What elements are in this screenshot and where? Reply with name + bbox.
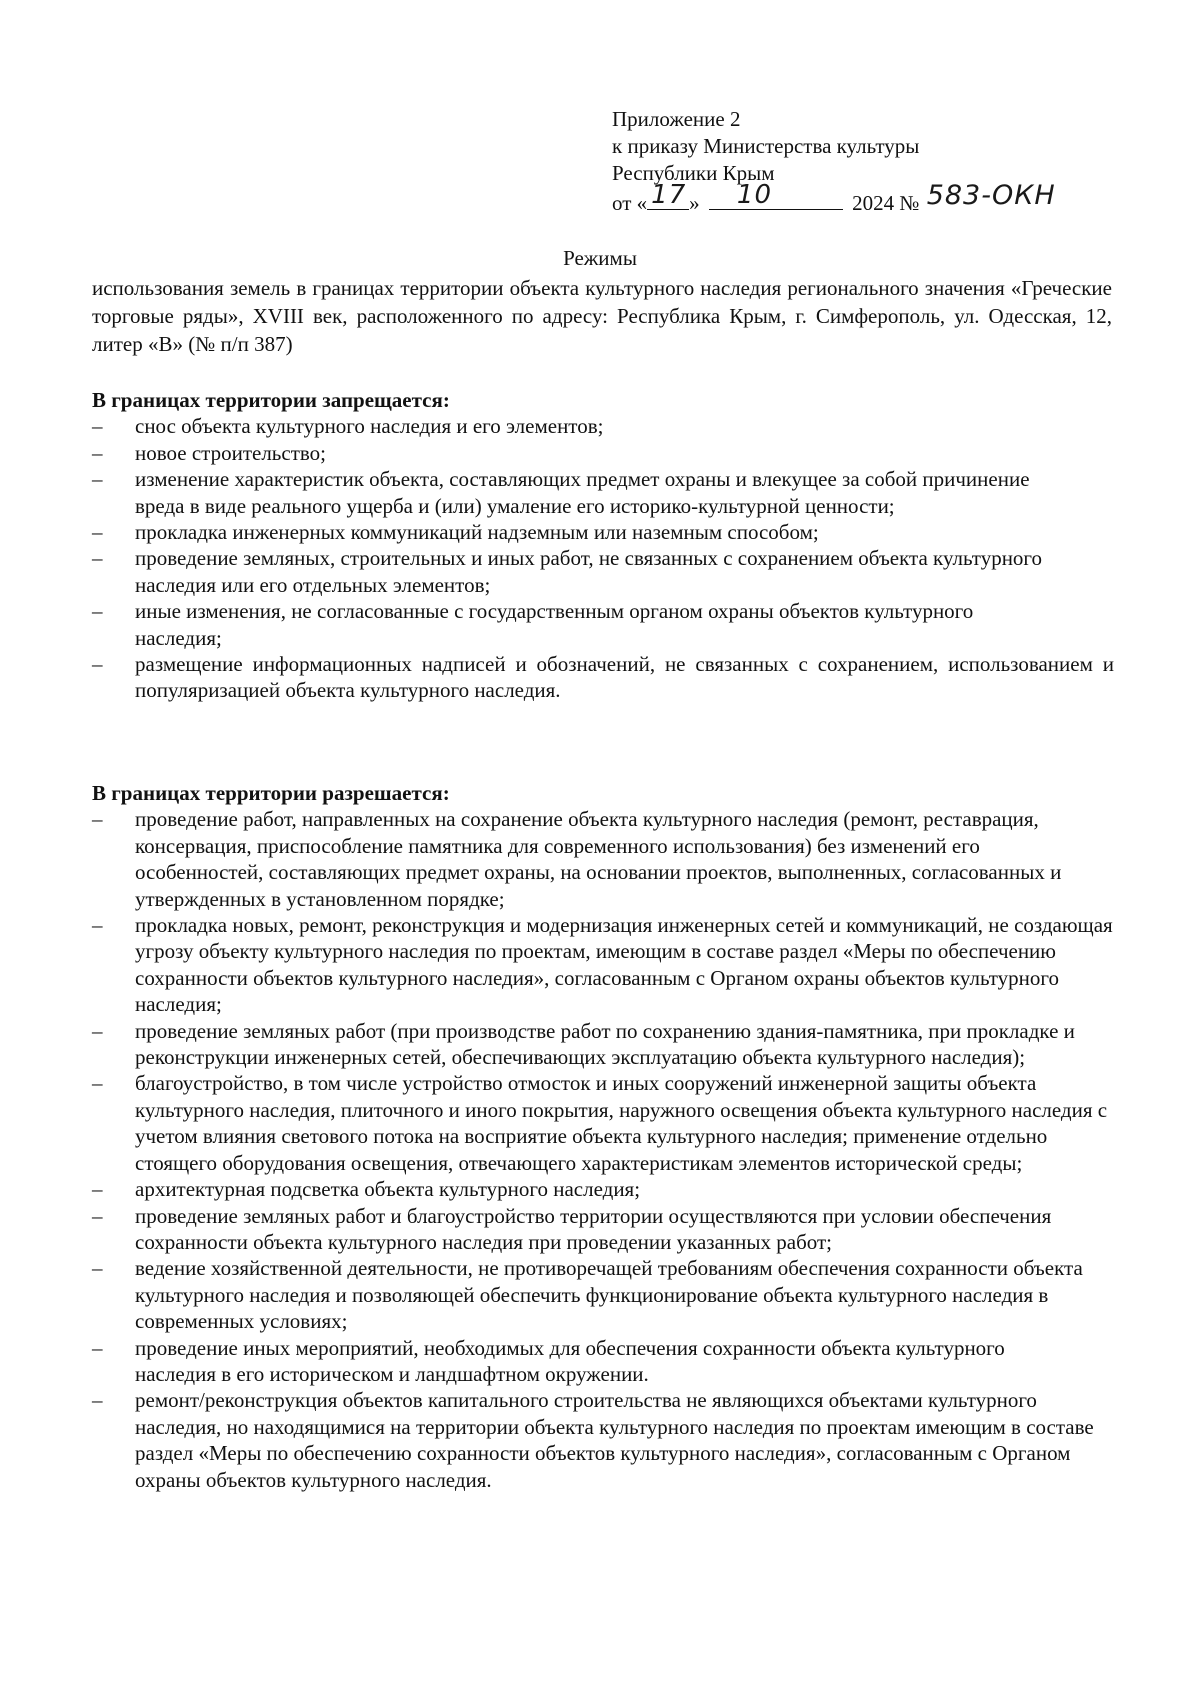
list-item: – архитектурная подсветка объекта культурного наследия;: [92, 1177, 641, 1202]
list-item: – прокладка новых, ремонт, реконструкция и модернизация инженерных сетей и коммуникаций, не создающая угрозу объекту культурного наследия по проектам, имеющим в составе раздел «Меры по обеспечению сохранности объектов культурного наследия», согласованным с Органом охраны объектов культурного наследия;: [92, 913, 1113, 1017]
list-item: – проведение иных мероприятий, необходимых для обеспечения сохранности объекта культурного наследия в его историческом и ландшафтном окружении.: [92, 1335, 1005, 1386]
list-item: – благоустройство, в том числе устройство отмосток и иных сооружений инженерной защиты объекта культурного наследия, плиточного и иного покрытия, наружного освещения объекта культурного наследия с учетом влияния светового потока на восприятие объекта культурного наследия; применение отдельно стоящего оборудования освещения, отвечающего характеристикам элементов исторической среды;: [92, 1071, 1108, 1175]
list-item: – прокладка инженерных коммуникаций надземным или наземным способом;: [92, 520, 819, 545]
permitted-list: [92, 806, 1114, 1493]
list-item: – проведение работ, направленных на сохранение объекта культурного наследия (ремонт, реставрация, консервация, приспособление памятника для современного использования) без изменений его особенностей, составляющих предмет охраны, на основании проектов, выполненных, согласованных и утвержденных в установленном порядке;: [92, 807, 1062, 911]
annex-republic: Республики Крым: [612, 161, 775, 185]
annex-order-ref: к приказу Министерства культуры: [612, 134, 920, 158]
annex-title: Приложение 2: [612, 107, 741, 131]
year-label: 2024 №: [852, 191, 920, 215]
day-blank: [647, 180, 689, 210]
permitted-heading: В границах территории разрешается:: [92, 781, 450, 805]
list-item: – ремонт/реконструкция объектов капитального строительства не являющихся объектами культурного наследия, но находящимися на территории объекта культурного наследия по проектам имеющим в составе раздел «Меры по обеспечению сохранности объектов культурного наследия», согласованным с Органом охраны объектов культурного наследия.: [92, 1388, 1094, 1492]
list-item: – иные изменения, не согласованные с государственным органом охраны объектов культурного наследия;: [92, 599, 974, 650]
date-mid: »: [689, 191, 700, 215]
annex-date-line: [612, 180, 1132, 217]
list-item: – новое строительство;: [92, 440, 326, 465]
list-item: – размещение информационных надписей и обозначений, не связанных с сохранением, использованием и популяризацией объекта культурного наследия.: [92, 652, 1114, 703]
document-title: Режимы: [563, 246, 637, 270]
list-item: – снос объекта культурного наследия и его элементов;: [92, 414, 604, 439]
month-blank: [709, 180, 843, 210]
prohibited-list: [92, 413, 1114, 703]
list-item: – проведение земляных работ и благоустройство территории осуществляются при условии обеспечения сохранности объекта культурного наследия при проведении указанных работ;: [92, 1203, 1052, 1254]
number-blank: [925, 180, 1069, 211]
date-prefix: от «: [612, 191, 648, 215]
permitted-section: [92, 780, 1114, 1493]
number-handwritten: 583-ОКН: [926, 180, 1056, 211]
list-item: – проведение земляных работ (при производстве работ по сохранению здания-памятника, при прокладке и реконструкции инженерных сетей, обеспечивающих эксплуатацию объекта культурного наследия);: [92, 1018, 1075, 1070]
list-item: – проведение земляных, строительных и иных работ, не связанных с сохранением объекта культурного наследия или его отдельных элементов;: [92, 546, 1043, 597]
day-handwritten: 17: [651, 180, 687, 210]
list-item: – ведение хозяйственной деятельности, не противоречащей требованиям обеспечения сохранности объекта культурного наследия и позволяющей обеспечить функционирование объекта культурного наследия в современных условиях;: [92, 1256, 1083, 1334]
document-subtitle: использования земель в границах территории объекта культурного наследия регионального значения «Греческие торговые ряды», XVIII век, расположенного по адресу: Республика Крым, г. Симферополь, ул. Одесская, 12, литер «В» (№ п/п 387): [92, 276, 1112, 356]
month-handwritten: 10: [736, 180, 772, 210]
annex-block: [612, 106, 1132, 217]
prohibited-heading: В границах территории запрещается:: [92, 388, 450, 412]
prohibited-section: [92, 387, 1114, 704]
list-item: – изменение характеристик объекта, составляющих предмет охраны и влекущее за собой причинение вреда в виде реального ущерба и (или) умаление его историко-культурной ценности;: [92, 467, 1030, 518]
